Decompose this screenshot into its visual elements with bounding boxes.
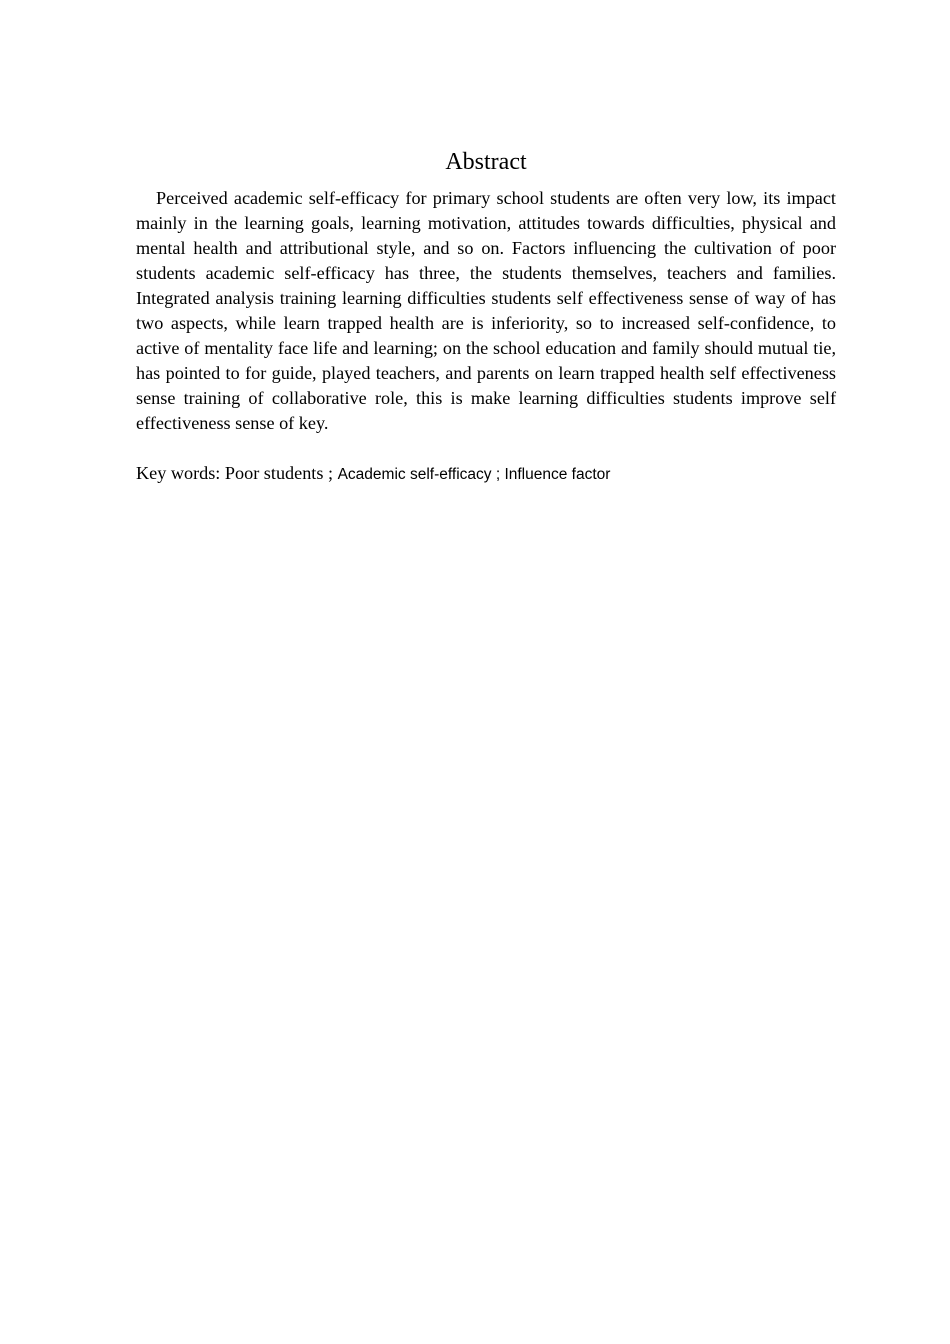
keyword-separator: ; [491,466,505,483]
keywords-line [136,461,836,487]
abstract-title: Abstract [445,149,527,175]
keyword-separator: ; [323,463,338,483]
keywords-label: Key words: [136,463,225,483]
keyword-influence-factor: Influence factor [504,466,611,483]
keyword-poor-students: Poor students [224,463,324,483]
keyword-academic-self-efficacy: Academic self-efficacy [337,466,492,483]
abstract-body: Perceived academic self-efficacy for primary school students are often very low, its impact mainly in the learning goals, learning motivation, attitudes towards difficulties, physical and mental health and attributional style, and so on. Factors influencing the cultivation of poor students academic self-efficacy has three, the students themselves, teachers and families. Integrated analysis training learning difficulties students self effectiveness sense of way of has two aspects, while learn trapped health are is inferiority, so to increased self-confidence, to active of mentality face life and learning; on the school education and family should mutual tie, has pointed to for guide, played teachers, and parents on learn trapped health self effectiveness sense training of collaborative role, this is make learning difficulties students improve self effectiveness sense of key. [136,188,836,433]
